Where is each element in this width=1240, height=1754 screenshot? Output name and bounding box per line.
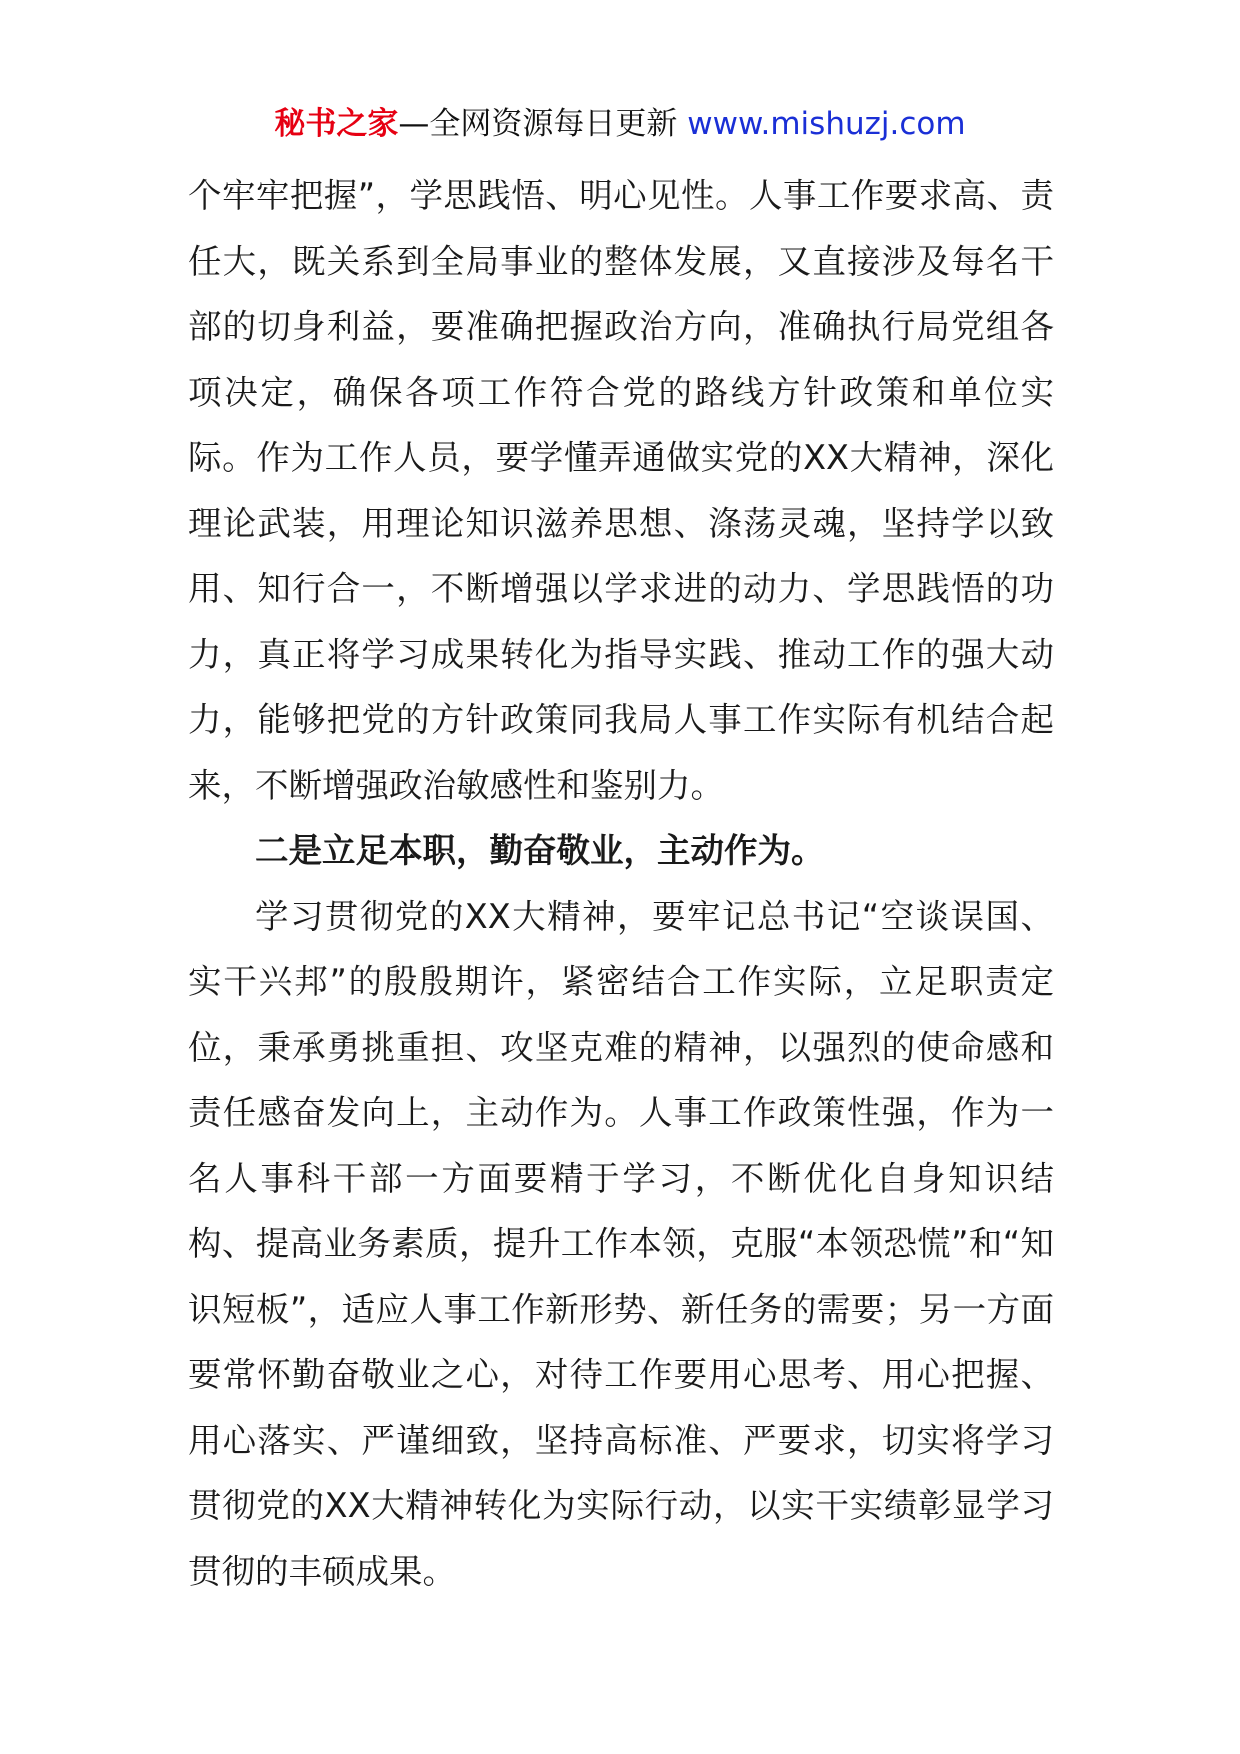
paragraph: 学习贯彻党的XX大精神，要牢记总书记“空谈误国、实干兴邦”的殷殷期许，紧密结合工作实际，立足职责定位，秉承勇挑重担、攻坚克难的精神，以强烈的使命感和责任感奋发向上，主动作为。人事工作政策性强，作为一名人事科干部一方面要精于学习，不断优化自身知识结构、提高业务素质，提升工作本领，克服“本领恐慌”和“知识短板”，适应人事工作新形势、新任务的需要；另一方面要常怀勤奋敬业之心，对待工作要用心思考、用心把握、用心落实、严谨细致，坚持高标准、严要求，切实将学习贯彻党的XX大精神转化为实际行动，以实干实绩彰显学习贯彻的丰硕成果。 <box>188 896 1054 1591</box>
site-header <box>0 100 1240 148</box>
document-body <box>188 163 1054 1604</box>
paragraph-continued: 个牢牢把握”，学思践悟、明心见性。人事工作要求高、责任大，既关系到全局事业的整体发展，又直接涉及每名干部的切身利益，要准确把握政治方向，准确执行局党组各项决定，确保各项工作符合党的路线方针政策和单位实际。作为工作人员，要学懂弄通做实党的XX大精神，深化理论武装，用理论知识滋养思想、涤荡灵魂，坚持学以致用、知行合一，不断增强以学求进的动力、学思践悟的功力，真正将学习成果转化为指导实践、推动工作的强大动力，能够把党的方针政策同我局人事工作实际有机结合起来，不断增强政治敏感性和鉴别力。 <box>188 176 1054 805</box>
site-url-link[interactable]: www.mishuzj.com <box>687 106 966 142</box>
section-heading: 二是立足本职，勤奋敬业，主动作为。 <box>255 831 825 870</box>
brand-name: 秘书之家 <box>274 106 399 142</box>
header-tagline: —全网资源每日更新 <box>398 106 678 142</box>
